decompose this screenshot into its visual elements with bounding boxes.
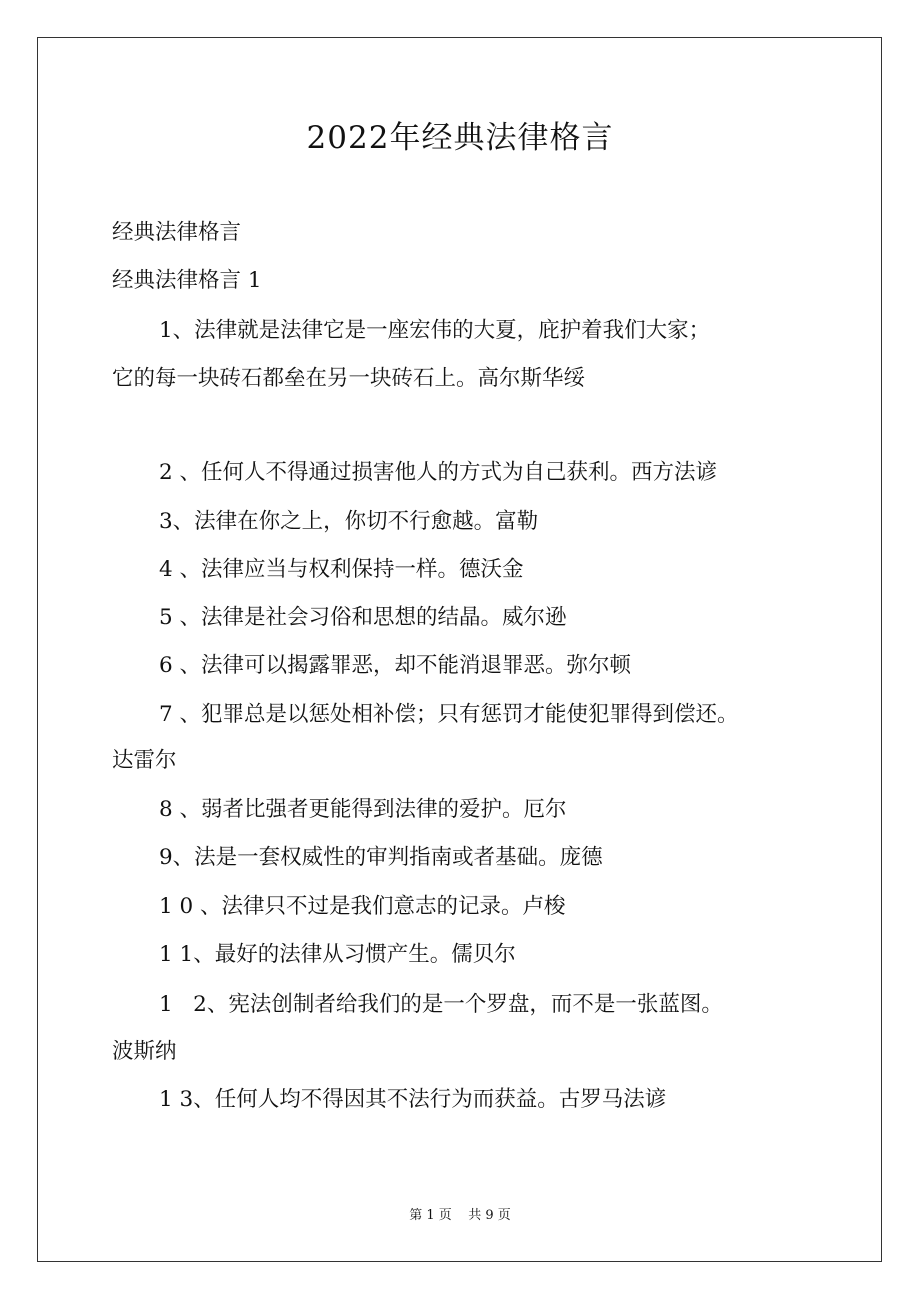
quote-13: 1 3、任何人均不得因其不法行为而获益。古罗马法谚 <box>159 1087 667 1112</box>
quote-3: 3、法律在你之上，你切不行愈越。富勒 <box>159 509 539 534</box>
quote-11: 1 1、最好的法律从习惯产生。儒贝尔 <box>159 942 516 967</box>
subsection-heading: 经典法律格言 1 <box>112 268 262 293</box>
section-heading: 经典法律格言 <box>112 220 242 245</box>
quote-12-line-2: 波斯纳 <box>112 1039 177 1064</box>
quote-7-line-1: 7 、犯罪总是以惩处相补偿；只有惩罚才能使犯罪得到偿还。 <box>159 702 739 727</box>
quote-7-line-2: 达雷尔 <box>112 748 177 773</box>
quote-2: 2 、任何人不得通过损害他人的方式为自己获利。西方法谚 <box>159 460 718 485</box>
quote-9: 9、法是一套权威性的审判指南或者基础。庞德 <box>159 845 603 870</box>
quote-1-line-2: 它的每一块砖石都垒在另一块砖石上。高尔斯华绥 <box>112 366 586 391</box>
quote-8: 8 、弱者比强者更能得到法律的爱护。厄尔 <box>159 797 567 822</box>
document-title: 2022年经典法律格言 <box>306 120 614 156</box>
quote-5: 5 、法律是社会习俗和思想的结晶。威尔逊 <box>159 605 567 630</box>
page-footer: 第 1 页 共 9 页 <box>409 1208 511 1223</box>
quote-12-line-1: 1 2、宪法创制者给我们的是一个罗盘，而不是一张蓝图。 <box>159 992 723 1017</box>
quote-10: 1 0 、法律只不过是我们意志的记录。卢梭 <box>159 894 566 919</box>
quote-6: 6 、法律可以揭露罪恶，却不能消退罪恶。弥尔顿 <box>159 653 632 678</box>
quote-1-line-1: 1、法律就是法律它是一座宏伟的大夏，庇护着我们大家； <box>159 318 711 343</box>
quote-4: 4 、法律应当与权利保持一样。德沃金 <box>159 557 524 582</box>
